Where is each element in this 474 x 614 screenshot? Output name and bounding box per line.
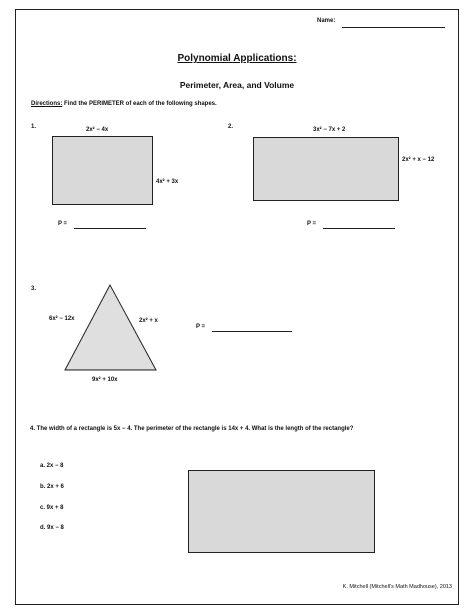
problem-2-top-label: 3x² − 7x + 2 [313, 127, 346, 133]
problem-4-choice-d: d. 9x − 8 [40, 525, 64, 531]
problem-4-choice-c: c. 9x + 8 [40, 505, 64, 511]
problem-3-triangle [60, 280, 172, 374]
problem-1-top-label: 2x² − 4x [86, 127, 109, 133]
problem-1-number: 1. [31, 124, 37, 130]
problem-1-rectangle [52, 136, 153, 205]
page-subtitle: Perimeter, Area, and Volume [179, 80, 295, 90]
directions-label: Directions: [31, 101, 63, 107]
problem-3-answer-line [212, 331, 292, 332]
problem-1-answer-line [74, 228, 146, 229]
page-title: Polynomial Applications: [177, 53, 297, 64]
problem-1-side-label: 4x² + 3x [156, 179, 179, 185]
problem-4-rectangle [188, 470, 375, 553]
directions-text: Find the PERIMETER of each of the following shapes. [62, 101, 217, 107]
name-label: Name: [317, 18, 336, 24]
problem-1-answer-label: P = [58, 221, 68, 227]
problem-2-answer-line [323, 228, 395, 229]
problem-2-rectangle [253, 137, 399, 201]
problem-2-answer-label: P = [307, 221, 317, 227]
problem-3-answer-label: P = [196, 324, 206, 330]
directions [31, 101, 217, 107]
problem-4-choice-a: a. 2x − 8 [40, 463, 64, 469]
problem-3-right-label: 2x² + x [139, 318, 158, 324]
name-line [342, 27, 445, 28]
problem-2-number: 2. [228, 124, 234, 130]
problem-3-left-label: 6x² − 12x [49, 316, 75, 322]
problem-3-bottom-label: 9x² + 10x [92, 377, 118, 383]
problem-3-number: 3. [31, 286, 37, 292]
problem-2-side-label: 2x² + x − 12 [402, 157, 435, 163]
problem-4-choice-b: b. 2x + 6 [40, 484, 64, 490]
problem-4-question: 4. The width of a rectangle is 5x − 4. The perimeter of the rectangle is 14x + 4. What is the length of the rectangle? [30, 426, 354, 432]
footer-credit: K. Mitchell (Mitchell’s Math Madhouse), 2013 [342, 584, 452, 590]
